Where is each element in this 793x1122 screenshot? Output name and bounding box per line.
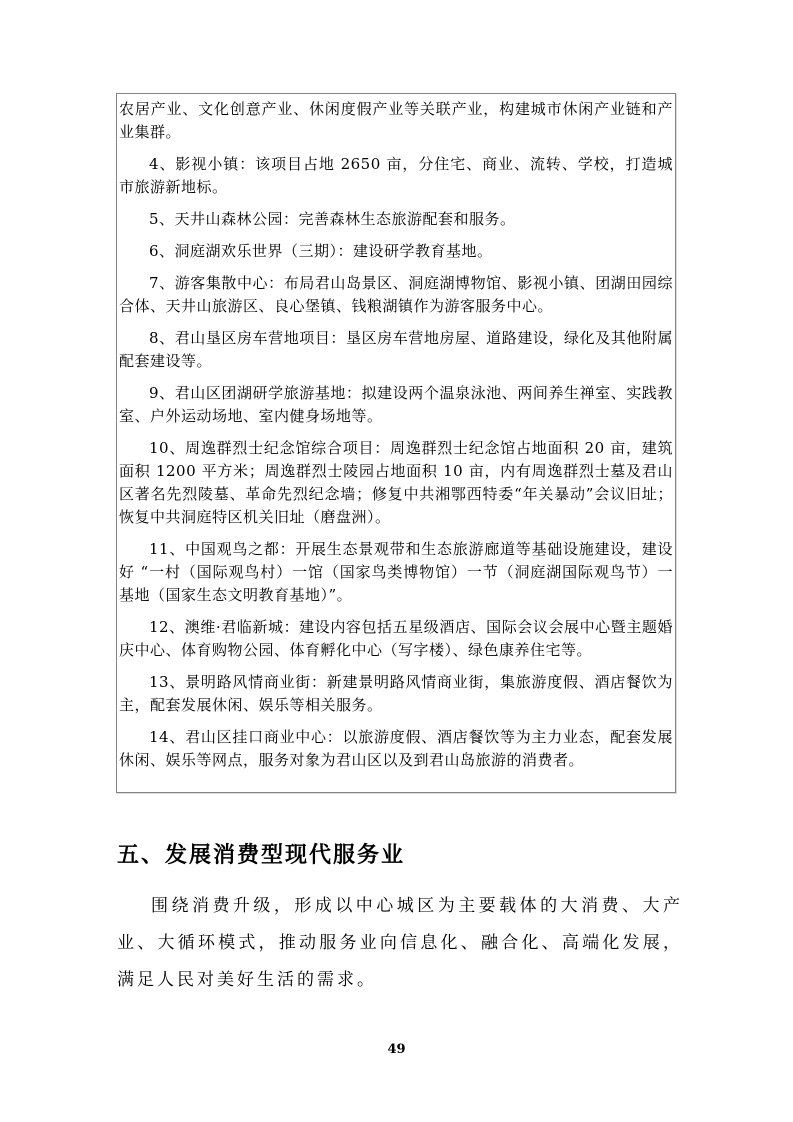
cell-paragraph-item-12: 12、澳维·君临新城：建设内容包括五星级酒店、国际会议会展中心暨主题婚庆中心、体育购物公园、体育孵化中心（写字楼）、绿色康养住宅等。 — [119, 618, 673, 659]
cell-paragraph-item-4: 4、影视小镇：该项目占地 2650 亩，分住宅、商业、流转、学校，打造城市旅游新地标。 — [119, 155, 673, 196]
section-paragraph: 围绕消费升级，形成以中心城区为主要载体的大消费、大产业、大循环模式，推动服务业向信息化、融合化、高端化发展，满足人民对美好生活的需求。 — [117, 896, 683, 990]
cell-paragraph-item-10: 10、周逸群烈士纪念馆综合项目：周逸群烈士纪念馆占地面积 20 亩，建筑面积 1200 平方米；周逸群烈士陵园占地面积 10 亩，内有周逸群烈士墓及君山区著名先烈陵墓、革命先烈纪念墙；修复中共湘鄂西特委“年关暴动”会议旧址；恢复中共洞庭特区机关旧址（磨盘洲）。 — [119, 439, 673, 526]
cell-paragraph-continuation: 农居产业、文化创意产业、休闲度假产业等关联产业，构建城市休闲产业链和产业集群。 — [119, 100, 673, 141]
cell-paragraph-item-13: 13、景明路风情商业街：新建景明路风情商业街，集旅游度假、酒店餐饮为主，配套发展休闲、娱乐等相关服务。 — [119, 673, 673, 714]
cell-paragraph-item-9: 9、君山区团湖研学旅游基地：拟建设两个温泉泳池、两间养生禅室、实践教室、户外运动场地、室内健身场地等。 — [119, 384, 673, 425]
section-heading: 五、发展消费型现代服务业 — [117, 843, 406, 868]
cell-paragraph-item-7: 7、游客集散中心：布局君山岛景区、洞庭湖博物馆、影视小镇、团湖田园综合体、天井山旅游区、良心堡镇、钱粮湖镇作为游客服务中心。 — [119, 274, 673, 315]
project-list-table-cell — [116, 93, 676, 793]
cell-paragraph-item-5: 5、天井山森林公园：完善森林生态旅游配套和服务。 — [149, 210, 516, 228]
cell-paragraph-item-14: 14、君山区挂口商业中心：以旅游度假、酒店餐饮等为主力业态，配套发展休闲、娱乐等网点，服务对象为君山区以及到君山岛旅游的消费者。 — [119, 728, 673, 769]
page-number: 49 — [387, 1042, 406, 1057]
cell-paragraph-item-6: 6、洞庭湖欢乐世界（三期）：建设研学教育基地。 — [149, 242, 493, 260]
cell-paragraph-item-11: 11、中国观鸟之都：开展生态景观带和生态旅游廊道等基础设施建设，建设好 “一村（国际观鸟村）一馆（国家鸟类博物馆）一节（洞庭湖国际观鸟节）一基地（国家生态文明教育基地）”。 — [119, 540, 673, 604]
cell-paragraph-item-8: 8、君山垦区房车营地项目：垦区房车营地房屋、道路建设，绿化及其他附属配套建设等。 — [119, 329, 673, 370]
